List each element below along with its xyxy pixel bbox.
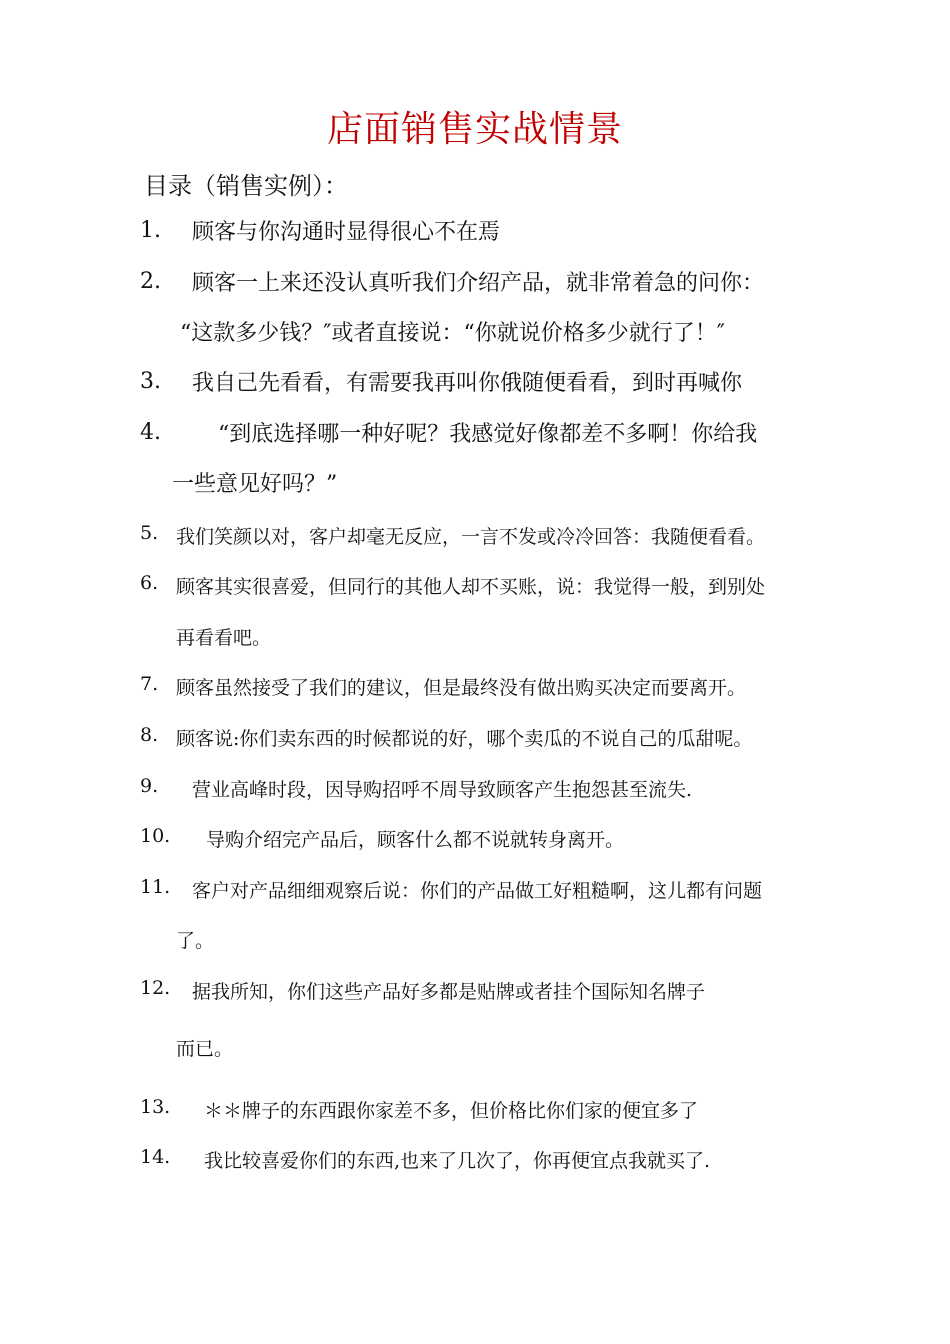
item-text: 我比较喜爱你们的东西,也来了几次了，你再便宜点我就买了.: [204, 1150, 711, 1172]
item-text: 顾客虽然接受了我们的建议，但是最终没有做出购买决定而要离开。: [176, 677, 747, 699]
item-text: 顾客一上来还没认真听我们介绍产品，就非常着急的问你：: [192, 271, 765, 296]
item-number: 4.: [140, 420, 161, 445]
item-text: 据我所知，你们这些产品好多都是贴牌或者挂个国际知名牌子: [192, 981, 706, 1003]
item-text-continuation: 而已。: [176, 1038, 234, 1060]
item-text: ＊＊牌子的东西跟你家差不多，但价格比你们家的便宜多了: [204, 1100, 699, 1122]
item-text: 顾客说:你们卖东西的时候都说的好，哪个卖瓜的不说自己的瓜甜呢。: [176, 728, 753, 750]
item-text: 我们笑颜以对，客户却毫无反应，一言不发或冷冷回答：我随便看看。: [176, 526, 766, 548]
item-number: 6.: [140, 572, 159, 594]
item-text-continuation: 一些意见好吗？”: [172, 472, 338, 497]
item-number: 5.: [140, 522, 159, 544]
item-number: 9.: [140, 775, 159, 797]
item-text: 我自己先看看，有需要我再叫你俄随便看看，到时再喊你: [192, 371, 743, 396]
item-text: 顾客与你沟通时显得很心不在焉: [192, 220, 501, 245]
item-number: 13.: [140, 1096, 171, 1118]
item-text-continuation: 了。: [176, 930, 215, 952]
item-number: 12.: [140, 977, 171, 999]
item-text: 导购介绍完产品后，顾客什么都不说就转身离开。: [206, 829, 625, 851]
item-text: 客户对产品细细观察后说：你们的产品做工好粗糙啊，这儿都有问题: [192, 880, 763, 902]
item-number: 14.: [140, 1146, 171, 1168]
item-number: 1.: [140, 218, 161, 243]
item-number: 8.: [140, 724, 159, 746]
item-number: 7.: [140, 673, 159, 695]
toc-heading: 目录（销售实例）：: [144, 172, 348, 200]
item-text: 顾客其实很喜爱，但同行的其他人却不买账，说：我觉得一般，到别处: [176, 576, 766, 598]
item-text: “到底选择哪一种好呢？我感觉好像都差不多啊！你给我: [218, 422, 758, 447]
item-text-continuation: “这款多少钱？″或者直接说：“你就说价格多少就行了！″: [180, 321, 725, 346]
item-text-continuation: 再看看吧。: [176, 627, 272, 649]
item-number: 11.: [140, 876, 171, 898]
item-number: 2.: [140, 269, 161, 294]
item-number: 10.: [140, 825, 171, 847]
document-title: 店面销售实战情景: [326, 109, 623, 150]
item-text: 营业高峰时段，因导购招呼不周导致顾客产生抱怨甚至流失.: [192, 779, 693, 801]
item-number: 3.: [140, 369, 161, 394]
